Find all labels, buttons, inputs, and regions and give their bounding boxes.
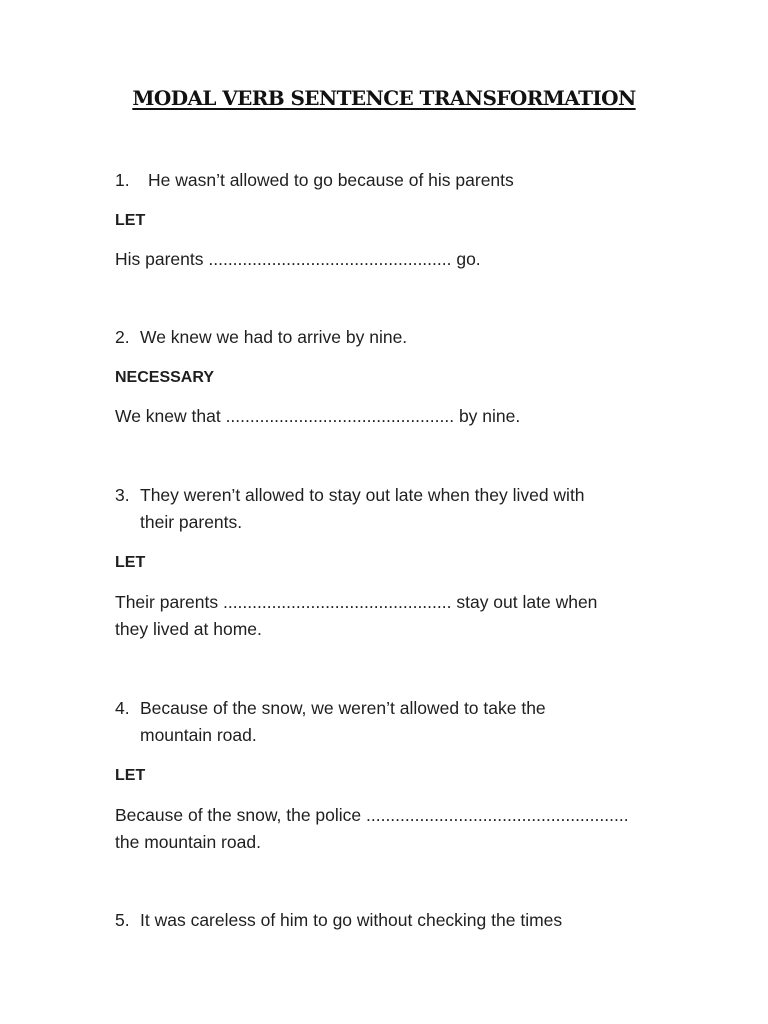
item-1-answer-line-1: His parents .................................................. go. (115, 249, 481, 269)
item-3-answer-line-1: Their parents ............................................... stay out late when (115, 592, 598, 612)
item-4-number: 4. (115, 698, 130, 718)
item-4-answer-line-2: the mountain road. (115, 832, 261, 852)
item-2-prompt-line-1: We knew we had to arrive by nine. (140, 327, 408, 347)
item-3-keyword: LET (115, 554, 146, 571)
item-1-number: 1. (115, 170, 130, 190)
item-1-keyword: LET (115, 212, 146, 229)
item-5-prompt (115, 907, 562, 934)
item-2-number: 2. (115, 327, 130, 347)
item-3-prompt (115, 482, 585, 509)
item-4-keyword: LET (115, 767, 146, 784)
item-4-answer-line-1: Because of the snow, the police ...................................................... (115, 805, 629, 825)
item-2-prompt (115, 324, 407, 351)
item-1-prompt-line-1: He wasn’t allowed to go because of his parents (148, 170, 514, 190)
item-4-prompt-line-1: Because of the snow, we weren’t allowed to take the (140, 698, 546, 718)
item-5-number: 5. (115, 910, 130, 930)
item-3-answer-line-2: they lived at home. (115, 619, 262, 639)
item-2-answer-line-1: We knew that ............................................... by nine. (115, 406, 521, 426)
item-4-prompt-line-2: mountain road. (140, 725, 257, 745)
item-2-keyword: NECESSARY (115, 369, 214, 386)
item-1-prompt (115, 167, 514, 194)
page-title: MODAL VERB SENTENCE TRANSFORMATION (132, 86, 636, 110)
item-5-prompt-line-1: It was careless of him to go without checking the times (140, 910, 563, 930)
item-3-prompt-line-1: They weren’t allowed to stay out late when they lived with (140, 485, 585, 505)
item-3-prompt-line-2: their parents. (140, 512, 243, 532)
item-4-prompt (115, 695, 546, 722)
item-3-number: 3. (115, 485, 130, 505)
